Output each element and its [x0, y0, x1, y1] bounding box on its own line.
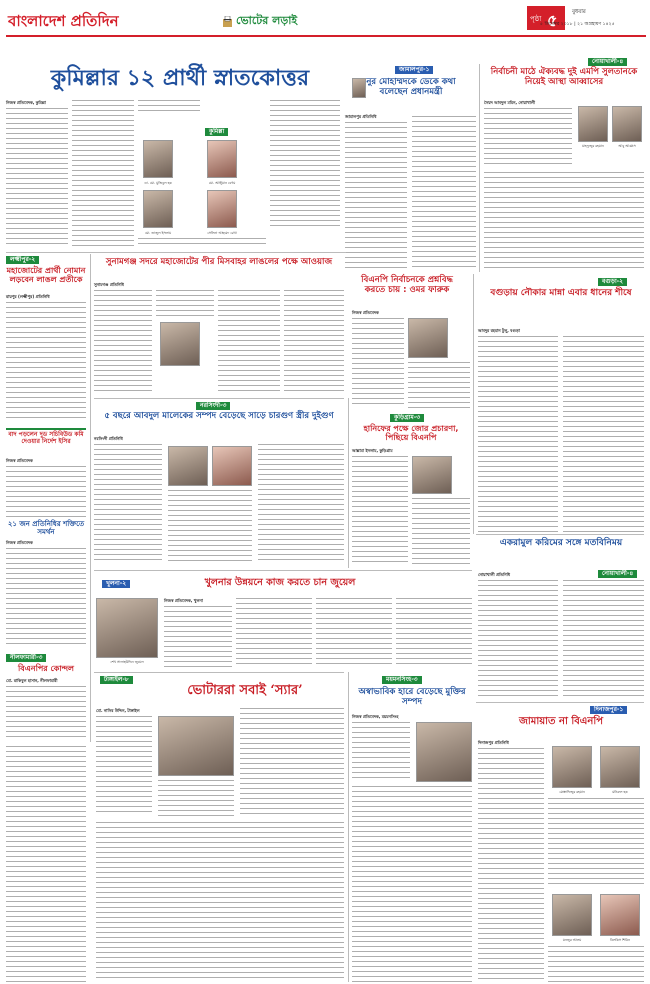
narsingdi-body-3	[258, 444, 344, 564]
bnp-fair-byline: নিজস্ব প্রতিবেদক	[352, 310, 379, 315]
lead-photo-4-caption: সেলিনা আহমেদ রেখা	[207, 231, 237, 235]
narsingdi-byline: নরসিংদী প্রতিনিধি	[94, 436, 123, 441]
lead-byline: নিজস্ব প্রতিবেদক, কুমিল্লা	[6, 100, 46, 105]
divider	[479, 64, 480, 272]
bogura-tag: বগুড়া-২	[598, 278, 627, 286]
jamaat-headline[interactable]: জামায়াত না বিএনপি	[518, 716, 604, 727]
kurigram-headline[interactable]: হানিফের পক্ষে জোর প্রচারণা, পিছিয়ে বিএনপি	[363, 424, 459, 443]
noakhali-body-2	[484, 172, 644, 272]
bnp-fair-body-2	[408, 362, 470, 408]
supporters-headline[interactable]: ২১ জন প্রতিনিধির শক্তিতে সমর্থন	[7, 520, 85, 537]
noakhali-photo-2-caption: আবু আব্বাস	[618, 144, 636, 148]
tangail-continued	[96, 822, 344, 982]
masthead	[0, 0, 650, 34]
jamalpur-photo	[352, 78, 366, 98]
jamaat-photo-1-caption: মোস্তাফিজুর রহমান	[559, 790, 585, 794]
jamalpur-body-1	[345, 122, 407, 268]
tangail-body-1	[96, 716, 152, 816]
bnp-conflict-body	[6, 686, 86, 738]
khulna-body-4	[396, 598, 472, 668]
khulna-body-2	[236, 598, 312, 668]
jamaat-photo-3-caption: মনজুর আলম	[562, 938, 582, 942]
bnp-conflict-byline: মো. রাকিবুল হাসান, নীলফামারী	[6, 678, 58, 683]
lead-body-col3	[138, 100, 200, 114]
noakhali-headline[interactable]: নির্বাচনী মাঠে ঐক্যবদ্ধ দুই এমপি সুলতানকে নিয়েই আস্থা আব্বাসের	[490, 67, 638, 87]
bogura-headline[interactable]: বগুড়ায় নৌকার মান্না এবার ধানের শীষে	[490, 288, 632, 298]
divider	[90, 254, 91, 742]
noakhali-photo-2	[612, 106, 642, 142]
jamaat-photo-2	[600, 746, 640, 788]
divider	[476, 702, 644, 703]
akram-body-1	[478, 580, 558, 698]
akram-headline[interactable]: একরামুল করিমের সঙ্গে মতবিনিময়	[499, 538, 623, 548]
lead-subtag: কুমিল্লা	[205, 128, 228, 136]
divider	[6, 252, 346, 253]
lead-photo-2	[207, 140, 237, 178]
sunamganj-body-4	[284, 290, 344, 394]
mymensingh-headline[interactable]: অস্বাভাবিক হারে বেড়েছে মুক্তির সম্পদ	[358, 687, 466, 707]
lead-photo-2-caption: মো. আঞ্জুমান বেগম	[208, 181, 236, 185]
section-title: ভোটের লড়াই	[236, 14, 298, 27]
lead-photo-3-caption: মো. তাজুল ইসলাম	[145, 231, 171, 235]
lead-photo-1	[143, 140, 173, 178]
narsingdi-body-1	[94, 444, 162, 564]
tangail-headline[interactable]: ভোটাররা সবাই ‘স্যার’	[187, 683, 303, 698]
mymensingh-body-2	[352, 786, 472, 982]
jamalpur-byline: জামালপুর প্রতিনিধি	[345, 114, 377, 119]
vote-box-icon	[223, 12, 232, 23]
jamaat-photo-2-caption: মনিরুল হক	[612, 790, 628, 794]
akram-byline: নোয়াখালী প্রতিনিধি	[478, 572, 511, 577]
jamaat-photo-4-caption: বিলকিস শিরিন	[610, 938, 630, 942]
akram-tag: নোয়াখালী-৪	[598, 570, 637, 578]
jamaat-body-1	[478, 748, 544, 982]
bnp-fair-body-1	[352, 318, 404, 408]
lead-body-col4	[270, 100, 340, 230]
lead-headline[interactable]: কুমিল্লার ১২ প্রার্থী স্নাতকোত্তর	[50, 65, 310, 91]
khulna-photo	[96, 598, 158, 658]
jamaat-byline: দিনাজপুর প্রতিনিধি	[478, 740, 509, 745]
kurigram-tag: কুড়িগ্রাম-৩	[390, 414, 424, 422]
lead-photo-1-caption: ডা. মো. মুজিবুল হক	[144, 181, 172, 185]
divider	[94, 398, 344, 399]
paper-name[interactable]: বাংলাদেশ প্রতিদিন	[8, 12, 119, 30]
bnp-fair-photo	[408, 318, 448, 358]
tangail-tag: টাঙ্গাইল-৮	[100, 676, 133, 684]
lead-body-col2	[72, 100, 134, 246]
sunamganj-photo	[160, 322, 200, 366]
highcourt-headline[interactable]: বাদ পড়লেন দুড সচিবিউড কমি দেওয়ার নির্দেশ ইসির	[8, 431, 84, 445]
sunamganj-body-1	[94, 290, 152, 394]
jamaat-tag: দিনাজপুর-১	[590, 706, 627, 714]
sunamganj-byline: সুনামগঞ্জ প্রতিনিধি	[94, 282, 124, 287]
noakhali-body-1	[484, 108, 572, 168]
kurigram-photo	[412, 456, 452, 494]
bogura-body-1	[478, 336, 558, 532]
tangail-photo	[158, 716, 234, 776]
divider	[94, 570, 472, 571]
noakhali-tag: নোয়াখালী-৪	[588, 58, 627, 66]
narsingdi-tag: নরসিংদী-৩	[196, 402, 230, 410]
jamalpur-body-2	[412, 116, 476, 268]
lakshmipur-tag: লক্ষ্মীপুর-২	[6, 256, 39, 264]
narsingdi-photo-2	[212, 446, 252, 486]
jamalpur-tag: জামালপুর-১	[395, 66, 433, 74]
akram-body-2	[563, 580, 644, 698]
jamaat-photo-3	[552, 894, 592, 936]
jamaat-body-3	[548, 946, 644, 982]
bnp-conflict-tag: নীলফামারী-৩	[6, 654, 46, 662]
tangail-byline: মো. নাসির উদ্দিন, টাঙ্গাইল	[96, 708, 140, 713]
divider	[348, 672, 349, 982]
highcourt-byline: নিজস্ব প্রতিবেদক	[6, 458, 33, 463]
sunamganj-headline[interactable]: সুনামগঞ্জ সদরে মহাজোটের পীর মিসবাহর লাঙলের পক্ষে আওয়াজ	[105, 257, 333, 267]
lead-photo-4	[207, 190, 237, 228]
khulna-body-1	[164, 606, 232, 668]
khulna-byline: নিজস্ব প্রতিবেদক, খুলনা	[164, 598, 203, 603]
bnp-fair-headline[interactable]: বিএনপি নির্বাচনকে প্রশ্নবিদ্ধ করতে চায় : ওমর ফারুক	[361, 275, 453, 295]
mymensingh-body-1	[352, 722, 410, 782]
lakshmipur-headline[interactable]: মহাজোটের প্রার্থী নোমান লড়বেন লাঙল প্রতীকে	[6, 266, 86, 285]
noakhali-photo-1-caption: মাহফুজুর রহমান	[582, 144, 604, 148]
supporters-body	[6, 548, 86, 648]
page-number: ৫	[547, 11, 558, 30]
noakhali-photo-1	[578, 106, 608, 142]
jamaat-body-2	[548, 798, 644, 888]
supporters-byline: নিজস্ব প্রতিবেদক	[6, 540, 33, 545]
divider	[473, 274, 474, 534]
page-label: পৃষ্ঠা	[530, 15, 542, 23]
narsingdi-body-2	[168, 490, 252, 564]
narsingdi-photo-1	[168, 446, 208, 486]
bogura-body-2	[563, 336, 644, 532]
bnp-conflict-headline[interactable]: বিএনপির কোন্দল	[17, 664, 75, 673]
divider	[476, 534, 644, 535]
tangail-body-2	[158, 780, 234, 816]
lead-body-col1	[6, 108, 68, 246]
kurigram-body-2	[412, 498, 470, 566]
mymensingh-tag: ময়মনসিংহ-৩	[382, 676, 422, 684]
jamalpur-headline[interactable]: নুর মোহাম্মদকে ডেকে কথা বলেছেন প্রধানমন্ত্রী	[366, 77, 456, 97]
narsingdi-headline[interactable]: ৫ বছরে আবদুল মালেকের সম্পদ বেড়েছে সাড়ে চারগুণ স্ত্রীর দুইগুণ	[104, 411, 334, 421]
kurigram-body-1	[352, 456, 408, 566]
khulna-body-3	[316, 598, 392, 668]
jamaat-photo-4	[600, 894, 640, 936]
lead-body-col3b	[138, 238, 266, 248]
jamaat-photo-1	[552, 746, 592, 788]
mymensingh-byline: নিজস্ব প্রতিবেদক, ময়মনসিংহ	[352, 714, 399, 719]
lakshmipur-body	[6, 302, 86, 422]
noakhali-byline: সৈয়দ আবদুল মমিন, নোয়াখালী	[484, 100, 535, 105]
tangail-body-3	[240, 708, 344, 816]
masthead-rule	[6, 35, 646, 37]
sunamganj-body-3	[218, 290, 280, 394]
khulna-headline[interactable]: খুলনার উন্নয়নে কাজ করতে চান জুয়েল	[204, 577, 356, 588]
left-column-continued	[6, 746, 86, 982]
lakshmipur-byline: রায়পুর (লক্ষ্মীপুর) প্রতিনিধি	[6, 294, 50, 299]
mymensingh-photo	[416, 722, 472, 782]
bogura-byline: আবদুর রহমান টুলু, বগুড়া	[478, 328, 520, 333]
khulna-photo-caption: শেখ সালাহউদ্দিন জুয়েল	[110, 660, 144, 664]
issue-date: ৫ ডিসেম্বর ২০১৮ | ২১ অগ্রহায়ণ ১৪২৫	[540, 22, 615, 27]
sunamganj-body-2	[156, 290, 214, 320]
khulna-tag: খুলনা-২	[102, 580, 130, 588]
kurigram-byline: আল্লামা ইসলাম, কুড়িগ্রাম	[352, 448, 393, 453]
highcourt-tag-bar	[6, 428, 86, 430]
issue-day: বুধবার	[572, 9, 586, 15]
divider	[348, 398, 349, 568]
highcourt-body	[6, 466, 86, 518]
lead-photo-3	[143, 190, 173, 228]
divider	[94, 672, 344, 673]
